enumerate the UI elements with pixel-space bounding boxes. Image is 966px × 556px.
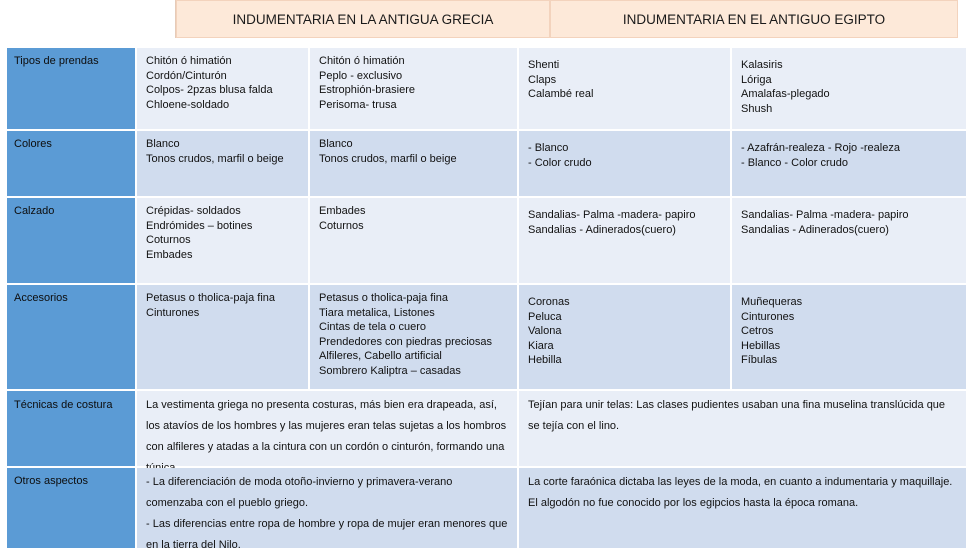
row-label-tipos: Tipos de prendas — [7, 48, 135, 129]
row-label-tecnicas: Técnicas de costura — [7, 391, 135, 466]
cell-accesorios-egypt-men: Coronas Peluca Valona Kiara Hebilla — [519, 285, 730, 389]
row-label-accesorios: Accesorios — [7, 285, 135, 389]
table-header — [0, 0, 960, 38]
cell-colores-greece-men: Blanco Tonos crudos, marfil o beige — [137, 131, 308, 196]
comparison-table — [7, 48, 958, 551]
cell-otros-egypt: La corte faraónica dictaba las leyes de la moda, en cuanto a indumentaria y maquillaje. El algodón no fue conocido por los egipcios hasta la época romana. — [519, 468, 966, 548]
header-greece: INDUMENTARIA EN LA ANTIGUA GRECIA — [176, 0, 550, 38]
cell-tipos-greece-men: Chitón ó himatión Cordón/Cinturón Colpos- 2pzas blusa falda Chloene-soldado — [137, 48, 308, 129]
cell-tipos-egypt-women: Kalasiris Lóriga Amalafas-plegado Shush — [732, 48, 966, 129]
header-corner — [0, 0, 176, 38]
cell-calzado-greece-men: Crépidas- soldados Endrómides – botines Coturnos Embades — [137, 198, 308, 283]
cell-tecnicas-egypt: Tejían para unir telas: Las clases pudientes usaban una fina muselina translúcida que se tejía con el lino. — [519, 391, 966, 466]
cell-colores-egypt-women: - Azafrán-realeza - Rojo -realeza - Blanco - Color crudo — [732, 131, 966, 196]
cell-calzado-greece-women: Embades Coturnos — [310, 198, 517, 283]
row-label-otros: Otros aspectos — [7, 468, 135, 548]
row-label-colores: Colores — [7, 131, 135, 196]
cell-tecnicas-greece: La vestimenta griega no presenta costuras, más bien era drapeada, así, los atavíos de los hombres y las mujeres eran telas sujetas a los hombros con alfileres y atadas a la cintura con un cordón o cinturón, formando una — [137, 391, 517, 466]
cell-calzado-egypt-men: Sandalias- Palma -madera- papiro Sandalias - Adinerados(cuero) — [519, 198, 730, 283]
cell-accesorios-greece-men: Petasus o tholica-paja fina Cinturones — [137, 285, 308, 389]
cell-calzado-egypt-women: Sandalias- Palma -madera- papiro Sandalias - Adinerados(cuero) — [732, 198, 966, 283]
cell-tipos-greece-women: Chitón ó himatión Peplo - exclusivo Estrophión-brasiere Perisoma- trusa — [310, 48, 517, 129]
cell-otros-greece: - La diferenciación de moda otoño-invierno y primavera-verano comenzaba con el pueblo griego. - Las diferencias entre ropa de hombre y ropa de mujer eran menores que en la tierra del Nilo. — [137, 468, 517, 548]
row-label-calzado: Calzado — [7, 198, 135, 283]
cell-accesorios-egypt-women: Muñequeras Cinturones Cetros Hebillas Fíbulas — [732, 285, 966, 389]
cell-tipos-egypt-men: Shenti Claps Calambé real — [519, 48, 730, 129]
cell-colores-greece-women: Blanco Tonos crudos, marfil o beige — [310, 131, 517, 196]
cell-colores-egypt-men: - Blanco - Color crudo — [519, 131, 730, 196]
header-egypt: INDUMENTARIA EN EL ANTIGUO EGIPTO — [550, 0, 958, 38]
cell-accesorios-greece-women: Petasus o tholica-paja fina Tiara metalica, Listones Cintas de tela o cuero Prendedores con piedras preciosas Alfileres, Cabello artificial Sombrero Kaliptra – casadas — [310, 285, 517, 389]
